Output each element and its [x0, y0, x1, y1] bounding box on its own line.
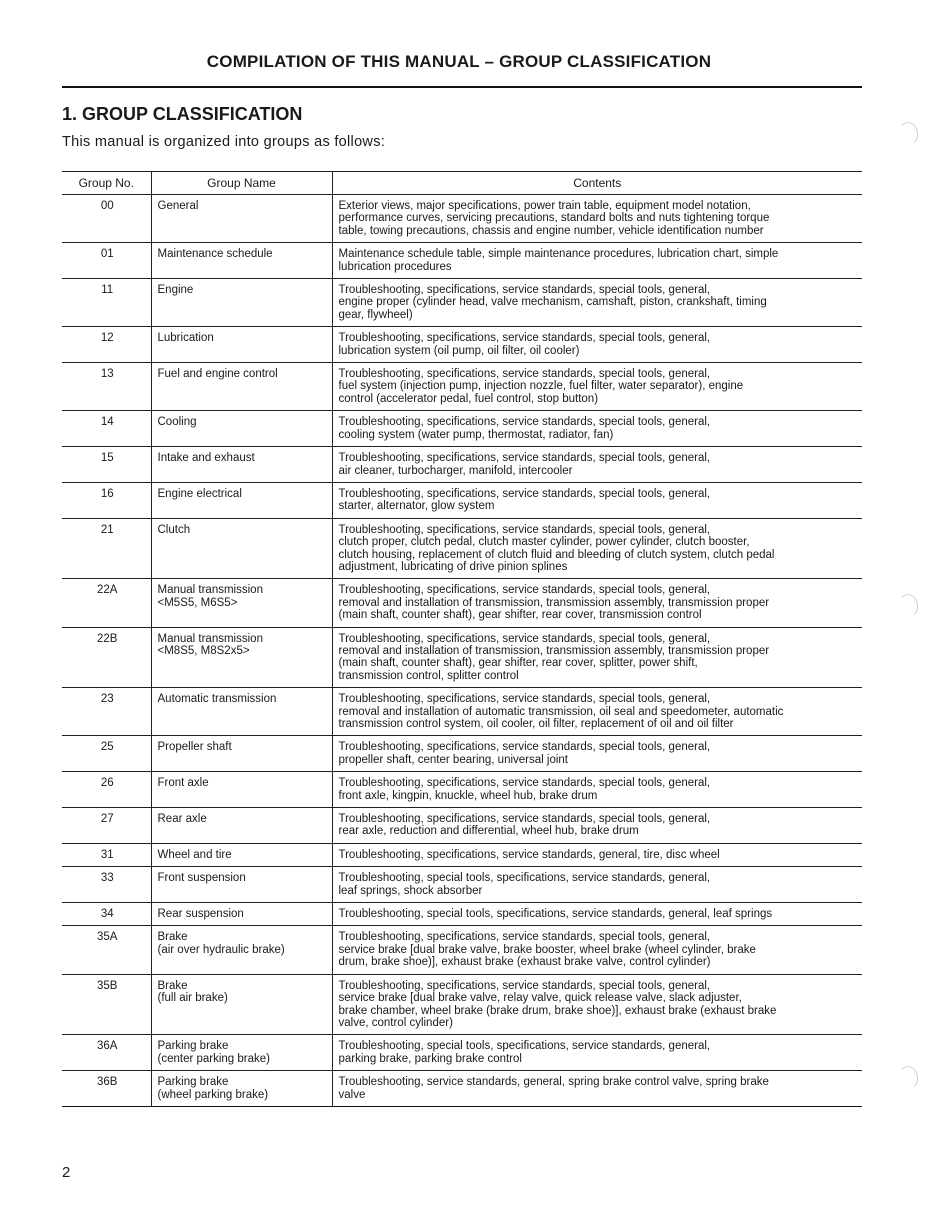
group-name-line: (full air brake): [157, 992, 228, 1005]
group-name-line: Cooling: [157, 416, 197, 429]
table-row: [62, 903, 862, 926]
binder-hole-mark: [898, 594, 918, 618]
contents-line: clutch housing, replacement of clutch fluid and bleeding of clutch system, clutch pedal: [338, 548, 775, 561]
table-row: [62, 579, 862, 627]
contents-cell: [332, 1071, 862, 1107]
contents-line: valve, control cylinder): [338, 1016, 453, 1029]
contents-line: Troubleshooting, specifications, service standards, special tools, general,: [338, 523, 711, 536]
contents-line: fuel system (injection pump, injection nozzle, fuel filter, water separator), engine: [338, 380, 744, 393]
table-row: [62, 411, 862, 447]
contents-cell: [332, 736, 862, 772]
table-row: [62, 482, 862, 518]
group-name-line: Front suspension: [157, 872, 246, 885]
contents-cell: [332, 1035, 862, 1071]
contents-cell: [332, 518, 862, 579]
contents-line: drum, brake shoe)], exhaust brake (exhaust brake valve, control cylinder): [338, 956, 711, 969]
contents-line: lubrication procedures: [338, 260, 452, 273]
group-name-cell: [151, 482, 332, 518]
group-number-cell: 35A: [62, 926, 151, 974]
page-number: 2: [62, 1164, 71, 1181]
group-name-cell: [151, 867, 332, 903]
table-row: [62, 843, 862, 866]
group-name-line: Parking brake: [157, 1076, 229, 1089]
group-number-cell: 34: [62, 903, 151, 926]
header-divider: [62, 86, 862, 88]
table-row: [62, 1071, 862, 1107]
contents-cell: [332, 279, 862, 327]
group-name-cell: [151, 627, 332, 688]
contents-line: Troubleshooting, special tools, specifications, service standards, general,: [338, 872, 711, 885]
group-name-line: Engine: [157, 284, 194, 297]
contents-line: Troubleshooting, specifications, service standards, special tools, general,: [338, 741, 711, 754]
group-number-cell: 36A: [62, 1035, 151, 1071]
contents-line: Troubleshooting, specifications, service standards, special tools, general,: [338, 979, 711, 992]
group-name-cell: [151, 772, 332, 808]
header-contents: Contents: [332, 172, 862, 195]
group-name-cell: [151, 447, 332, 483]
group-name-line: Propeller shaft: [157, 741, 232, 754]
contents-line: engine proper (cylinder head, valve mechanism, camshaft, piston, crankshaft, timing: [338, 296, 767, 309]
contents-cell: [332, 926, 862, 974]
contents-line: Troubleshooting, specifications, service standards, special tools, general,: [338, 487, 711, 500]
group-number-cell: 23: [62, 688, 151, 736]
contents-line: Troubleshooting, specifications, service standards, special tools, general,: [338, 931, 711, 944]
contents-line: Troubleshooting, specifications, service standards, special tools, general,: [338, 777, 711, 790]
table-row: [62, 926, 862, 974]
binder-hole-mark: [898, 122, 918, 146]
table-row: [62, 974, 862, 1035]
contents-cell: [332, 327, 862, 363]
group-name-cell: [151, 279, 332, 327]
contents-line: Troubleshooting, special tools, specifications, service standards, general,: [338, 1040, 711, 1053]
group-number-cell: 22B: [62, 627, 151, 688]
contents-line: cooling system (water pump, thermostat, radiator, fan): [338, 428, 614, 441]
group-name-line: Fuel and engine control: [157, 368, 278, 381]
group-number-cell: 21: [62, 518, 151, 579]
group-name-cell: [151, 411, 332, 447]
contents-line: front axle, kingpin, knuckle, wheel hub, brake drum: [338, 789, 598, 802]
page-header-title: COMPILATION OF THIS MANUAL – GROUP CLASSIFICATION: [206, 52, 712, 71]
group-name-line: Front axle: [157, 777, 209, 790]
contents-cell: [332, 808, 862, 844]
contents-line: clutch proper, clutch pedal, clutch master cylinder, power cylinder, clutch booster,: [338, 536, 750, 549]
contents-line: service brake [dual brake valve, brake booster, wheel brake (wheel cylinder, brake: [338, 943, 756, 956]
group-number-cell: 27: [62, 808, 151, 844]
group-name-line: <M5S5, M6S5>: [157, 596, 238, 609]
contents-line: (main shaft, counter shaft), gear shifter, rear cover, transmission control: [338, 609, 702, 622]
contents-line: Troubleshooting, service standards, general, spring brake control valve, spring brake: [338, 1076, 769, 1089]
contents-line: Exterior views, major specifications, power train table, equipment model notation,: [338, 200, 751, 212]
contents-cell: [332, 627, 862, 688]
group-name-cell: [151, 518, 332, 579]
contents-cell: [332, 243, 862, 279]
contents-cell: [332, 903, 862, 926]
binder-hole-mark: [898, 1066, 918, 1090]
group-name-line: Clutch: [157, 523, 191, 536]
group-name-line: (center parking brake): [157, 1052, 270, 1065]
table-row: [62, 688, 862, 736]
contents-cell: [332, 867, 862, 903]
contents-line: lubrication system (oil pump, oil filter, oil cooler): [338, 344, 580, 357]
group-name-line: Intake and exhaust: [157, 452, 255, 465]
contents-line: (main shaft, counter shaft), gear shifter, rear cover, splitter, power shift,: [338, 657, 698, 670]
contents-line: Troubleshooting, specifications, service standards, special tools, general,: [338, 632, 711, 645]
group-name-line: <M8S5, M8S2x5>: [157, 644, 250, 657]
group-number-cell: 22A: [62, 579, 151, 627]
table-row: [62, 518, 862, 579]
group-number-cell: 26: [62, 772, 151, 808]
contents-line: Troubleshooting, specifications, service standards, special tools, general,: [338, 452, 711, 465]
contents-cell: [332, 363, 862, 411]
header-group-no: Group No.: [62, 172, 151, 195]
table-row: [62, 195, 862, 243]
contents-line: Troubleshooting, specifications, service standards, special tools, general,: [338, 368, 711, 381]
table-row: [62, 243, 862, 279]
group-name-line: Brake: [157, 931, 188, 944]
contents-line: leaf springs, shock absorber: [338, 884, 483, 897]
group-number-cell: 36B: [62, 1071, 151, 1107]
contents-line: propeller shaft, center bearing, universal joint: [338, 753, 568, 766]
contents-line: starter, alternator, glow system: [338, 500, 495, 513]
group-name-line: Lubrication: [157, 332, 214, 345]
contents-cell: [332, 482, 862, 518]
group-number-cell: 35B: [62, 974, 151, 1035]
group-number-cell: 00: [62, 195, 151, 243]
contents-line: Troubleshooting, special tools, specifications, service standards, general, leaf springs: [338, 908, 773, 921]
group-number-cell: 15: [62, 447, 151, 483]
contents-line: removal and installation of transmission, transmission assembly, transmission proper: [338, 644, 770, 657]
group-name-cell: [151, 195, 332, 243]
group-name-cell: [151, 243, 332, 279]
table-header-row: [62, 172, 862, 195]
group-name-line: Brake: [157, 979, 188, 992]
contents-line: valve: [338, 1088, 366, 1101]
group-name-cell: [151, 808, 332, 844]
group-number-cell: 25: [62, 736, 151, 772]
group-name-line: (wheel parking brake): [157, 1088, 269, 1101]
group-classification-table: [62, 171, 862, 1107]
section-intro: This manual is organized into groups as follows:: [62, 134, 386, 150]
table-row: [62, 808, 862, 844]
group-name-cell: [151, 579, 332, 627]
contents-line: parking brake, parking brake control: [338, 1052, 522, 1065]
contents-line: rear axle, reduction and differential, wheel hub, brake drum: [338, 825, 639, 838]
contents-line: Maintenance schedule table, simple maintenance procedures, lubrication chart, simple: [338, 248, 779, 261]
contents-line: adjustment, lubricating of drive pinion splines: [338, 560, 568, 573]
group-name-cell: [151, 974, 332, 1035]
table-row: [62, 279, 862, 327]
contents-cell: [332, 411, 862, 447]
group-name-line: Manual transmission: [157, 584, 263, 597]
contents-line: transmission control system, oil cooler, oil filter, replacement of oil and oil filter: [338, 718, 734, 730]
contents-line: Troubleshooting, specifications, service standards, special tools, general,: [338, 416, 711, 429]
table-row: [62, 1035, 862, 1071]
group-name-line: Rear suspension: [157, 908, 244, 921]
group-name-cell: [151, 1071, 332, 1107]
group-name-line: Engine electrical: [157, 487, 242, 500]
contents-cell: [332, 843, 862, 866]
contents-line: Troubleshooting, specifications, service standards, special tools, general,: [338, 584, 711, 597]
contents-cell: [332, 974, 862, 1035]
group-name-cell: [151, 736, 332, 772]
group-name-line: (air over hydraulic brake): [157, 943, 285, 956]
contents-line: removal and installation of automatic transmission, oil seal and speedometer, automatic: [338, 705, 784, 718]
contents-cell: [332, 195, 862, 243]
contents-line: gear, flywheel): [338, 308, 413, 321]
table-body: [62, 195, 862, 1107]
group-number-cell: 12: [62, 327, 151, 363]
group-number-cell: 14: [62, 411, 151, 447]
group-name-line: Manual transmission: [157, 632, 263, 645]
group-number-cell: 01: [62, 243, 151, 279]
contents-line: Troubleshooting, specifications, service standards, special tools, general,: [338, 813, 711, 826]
table-row: [62, 736, 862, 772]
group-name-line: Rear axle: [157, 813, 207, 826]
contents-line: control (accelerator pedal, fuel control, stop button): [338, 392, 599, 405]
group-name-line: Parking brake: [157, 1040, 229, 1053]
contents-cell: [332, 772, 862, 808]
group-name-line: General: [157, 200, 199, 212]
contents-cell: [332, 579, 862, 627]
group-name-cell: [151, 926, 332, 974]
section-title: 1. GROUP CLASSIFICATION: [62, 104, 303, 124]
contents-line: brake chamber, wheel brake (brake drum, brake shoe)], exhaust brake (exhaust brake: [338, 1004, 777, 1017]
contents-line: air cleaner, turbocharger, manifold, intercooler: [338, 464, 573, 477]
contents-line: Troubleshooting, specifications, service standards, special tools, general,: [338, 693, 711, 706]
table-row: [62, 627, 862, 688]
group-number-cell: 11: [62, 279, 151, 327]
group-name-cell: [151, 1035, 332, 1071]
group-number-cell: 31: [62, 843, 151, 866]
table-row: [62, 327, 862, 363]
group-name-line: Wheel and tire: [157, 848, 232, 861]
contents-line: Troubleshooting, specifications, service standards, special tools, general,: [338, 332, 711, 345]
group-name-cell: [151, 903, 332, 926]
group-name-cell: [151, 327, 332, 363]
table-row: [62, 772, 862, 808]
group-number-cell: 16: [62, 482, 151, 518]
table-row: [62, 447, 862, 483]
contents-cell: [332, 688, 862, 736]
contents-line: table, towing precautions, chassis and engine number, vehicle identification number: [338, 224, 764, 237]
group-number-cell: 33: [62, 867, 151, 903]
table-row: [62, 363, 862, 411]
contents-line: Troubleshooting, specifications, service standards, special tools, general,: [338, 284, 711, 297]
group-name-line: Automatic transmission: [157, 693, 277, 706]
table-row: [62, 867, 862, 903]
header-group-name: Group Name: [151, 172, 332, 195]
contents-cell: [332, 447, 862, 483]
group-name-cell: [151, 688, 332, 736]
contents-line: service brake [dual brake valve, relay valve, quick release valve, slack adjuster,: [338, 992, 742, 1005]
group-name-cell: [151, 363, 332, 411]
group-name-line: Maintenance schedule: [157, 248, 273, 261]
contents-line: performance curves, servicing precautions, standard bolts and nuts tightening torque: [338, 212, 770, 225]
contents-line: transmission control, splitter control: [338, 669, 519, 682]
contents-line: removal and installation of transmission, transmission assembly, transmission proper: [338, 596, 770, 609]
group-number-cell: 13: [62, 363, 151, 411]
contents-line: Troubleshooting, specifications, service standards, general, tire, disc wheel: [338, 848, 720, 861]
group-name-cell: [151, 843, 332, 866]
